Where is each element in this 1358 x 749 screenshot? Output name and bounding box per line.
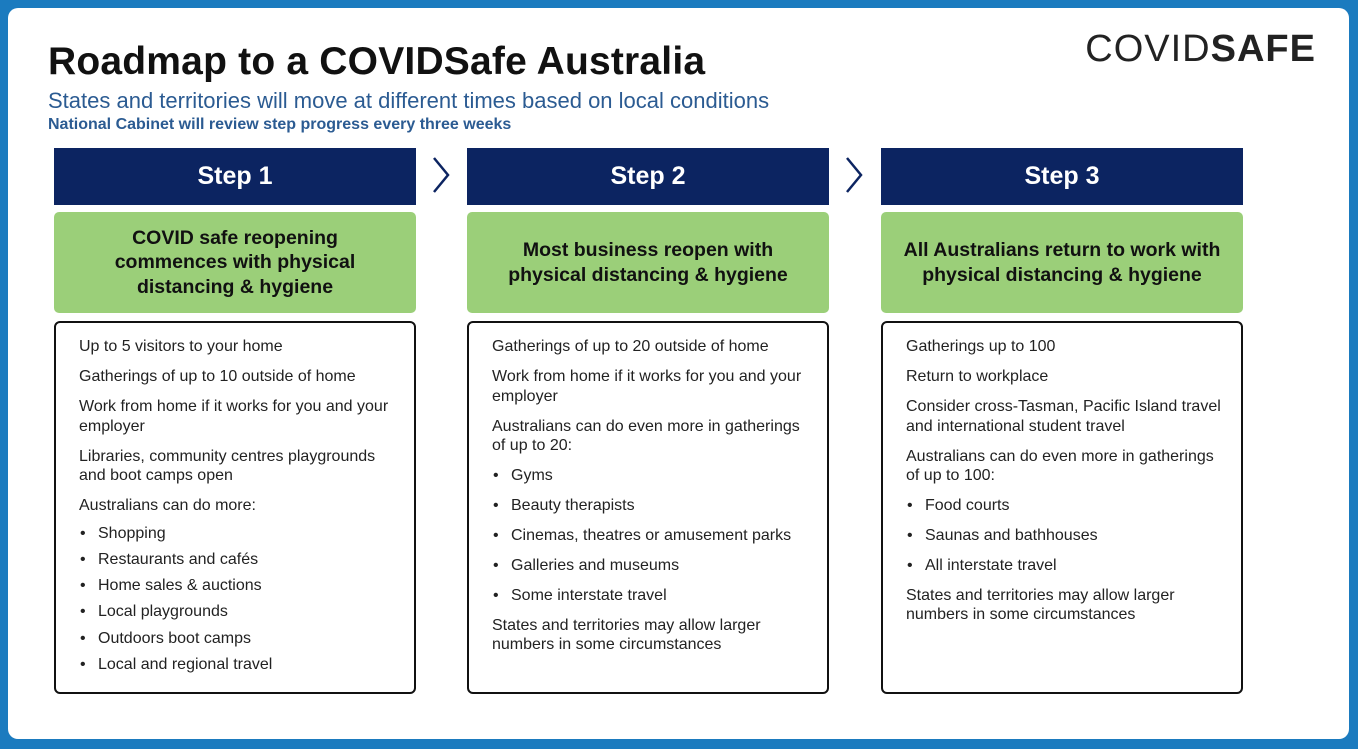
step-1-summary: COVID safe reopening commences with physical distancing & hygiene <box>54 212 416 313</box>
review-note: National Cabinet will review step progress every three weeks <box>48 116 512 133</box>
step-2-details <box>467 321 829 694</box>
chevron-right-icon <box>844 155 864 195</box>
step-3-header: Step 3 <box>881 148 1243 205</box>
step-2-column <box>467 148 829 694</box>
bullet-item: • Shopping <box>79 521 394 547</box>
step-1-item: Work from home if it works for you and your employer <box>79 398 389 435</box>
bullet-item: • Local playgrounds <box>79 599 394 625</box>
step-3-item: Gatherings up to 100 <box>906 338 1056 355</box>
bullet-item: • Restaurants and cafés <box>79 547 394 573</box>
bullet-item: • Galleries and museums <box>492 556 807 576</box>
bullet-item: • Some interstate travel <box>492 586 807 606</box>
step-1-item: Gatherings of up to 10 outside of home <box>79 368 356 385</box>
covidsafe-logo <box>1085 30 1316 68</box>
step-1-details <box>54 321 416 694</box>
bullet-item: • Beauty therapists <box>492 496 807 516</box>
logo-bold-text: SAFE <box>1210 28 1316 70</box>
step-3-item: Return to workplace <box>906 368 1049 385</box>
step-2-item: Australians can do even more in gatherings of up to 20: <box>492 417 800 454</box>
step-3-bullet-list <box>906 496 1221 576</box>
chevron-right-icon <box>431 155 451 195</box>
bullet-item: • All interstate travel <box>906 556 1221 576</box>
step-2-footer-note: States and territories may allow larger numbers in some circumstances <box>492 616 761 653</box>
step-1-item: Libraries, community centres playgrounds and boot camps open <box>79 447 376 484</box>
step-1-item: Up to 5 visitors to your home <box>79 338 283 355</box>
step-3-item: Consider cross-Tasman, Pacific Island travel and international student travel <box>906 398 1221 435</box>
step-3-details <box>881 321 1243 694</box>
step-2-item: Work from home if it works for you and your employer <box>492 368 802 405</box>
bullet-item: • Local and regional travel <box>79 652 394 678</box>
bullet-item: • Outdoors boot camps <box>79 626 394 652</box>
step-3-item: Australians can do even more in gatherings of up to 100: <box>906 447 1214 484</box>
step-1-column <box>54 148 416 694</box>
step-2-bullet-list <box>492 466 807 606</box>
page-subtitle: States and territories will move at different times based on local conditions <box>48 88 770 113</box>
step-1-header: Step 1 <box>54 148 416 205</box>
page-title: Roadmap to a COVIDSafe Australia <box>48 40 706 83</box>
step-2-summary: Most business reopen with physical distancing & hygiene <box>467 212 829 313</box>
step-2-header: Step 2 <box>467 148 829 205</box>
step-3-footer-note: States and territories may allow larger numbers in some circumstances <box>906 586 1175 623</box>
step-3-summary: All Australians return to work with physical distancing & hygiene <box>881 212 1243 313</box>
bullet-item: • Home sales & auctions <box>79 573 394 599</box>
step-1-bullet-list <box>79 521 394 679</box>
step-1-item: Australians can do more: <box>79 497 256 514</box>
logo-light-text: COVID <box>1085 28 1211 70</box>
bullet-item: • Gyms <box>492 466 807 486</box>
step-2-item: Gatherings of up to 20 outside of home <box>492 338 769 355</box>
bullet-item: • Food courts <box>906 496 1221 516</box>
bullet-item: • Saunas and bathhouses <box>906 526 1221 546</box>
step-3-column <box>881 148 1243 694</box>
bullet-item: • Cinemas, theatres or amusement parks <box>492 526 807 546</box>
